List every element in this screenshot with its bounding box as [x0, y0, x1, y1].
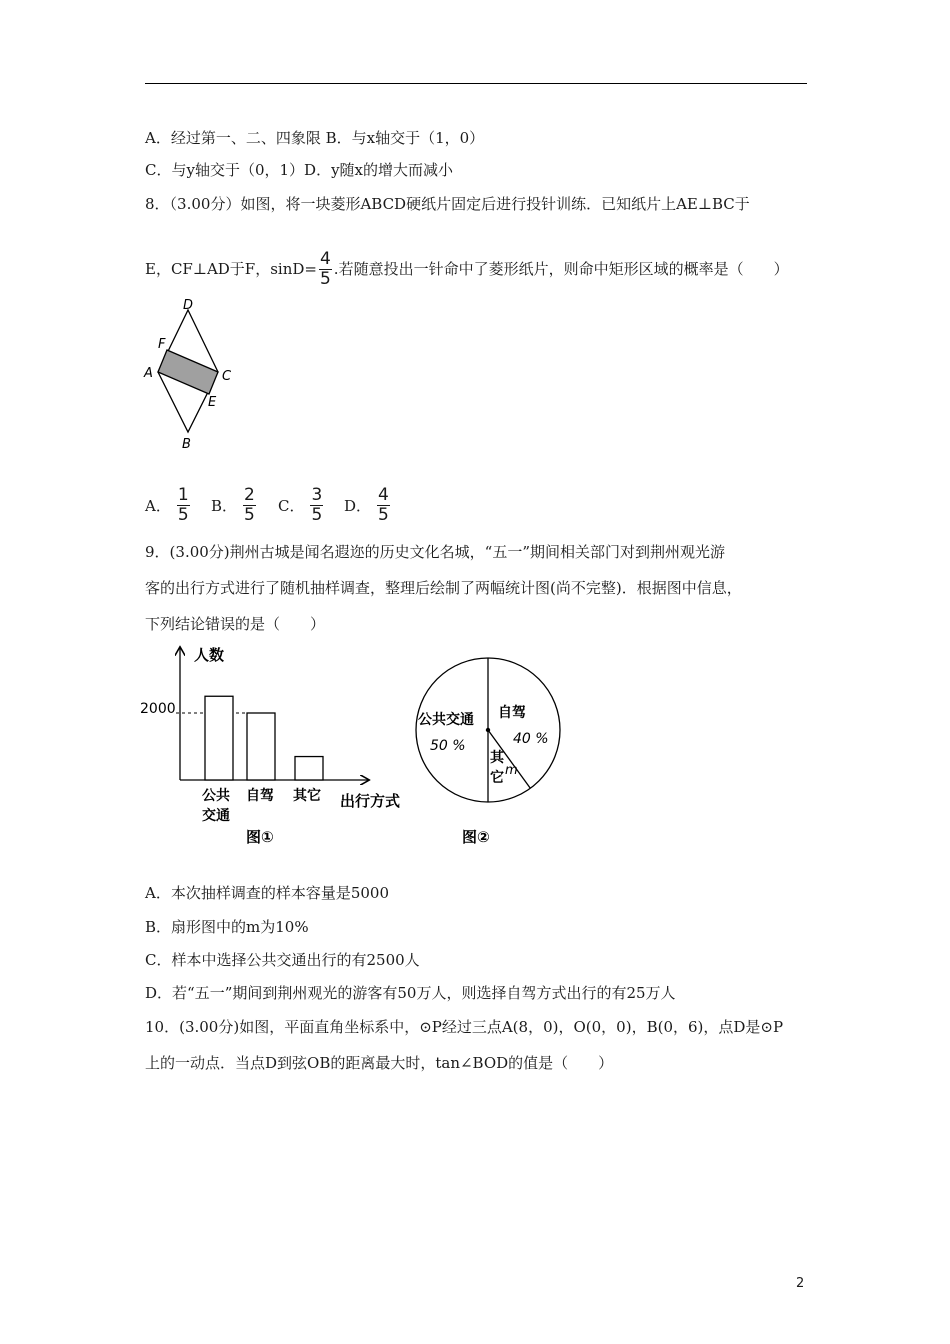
- rhombus-label-a: A: [144, 366, 153, 381]
- q8-option-d-fraction: [377, 486, 390, 525]
- pie-center-dot: [486, 728, 490, 732]
- q7-options-cd: C．与y轴交于（0，1）D．y随x的增大而减小: [145, 161, 453, 179]
- bar-ref-tick-label: 2000: [140, 701, 176, 717]
- frac-num: 3: [311, 485, 323, 505]
- q9-option-a: A．本次抽样调查的样本容量是5000: [145, 884, 390, 902]
- bar-category-label-other: 其它: [293, 788, 321, 804]
- frac-num: 4: [378, 485, 389, 505]
- bar-category-label-public-2: 交通: [202, 808, 230, 824]
- q8-stem-line2-pre: E，CF⊥AD于F，sinD=: [145, 260, 317, 278]
- frac-num: 1: [177, 485, 189, 505]
- rhombus-label-c: C: [222, 369, 232, 384]
- header-rule: [145, 83, 807, 84]
- pie-value-self: 40 %: [513, 731, 549, 747]
- rhombus-label-d: D: [183, 298, 194, 313]
- sinD-fraction: [319, 250, 332, 289]
- q8-option-c-fraction: [310, 486, 323, 525]
- bar-category-label-self: 自驾: [246, 788, 274, 804]
- q9-stem-line1: 9．(3.00分)荆州古城是闻名遐迩的历史文化名城，“五一”期间相关部门对到荆州观光游: [145, 543, 725, 561]
- q8-option-c-label: C．: [278, 497, 305, 515]
- q9-option-b: B．扇形图中的m为10%: [145, 918, 309, 936]
- rhombus-label-e: E: [208, 395, 217, 410]
- bar-x-label: 出行方式: [340, 792, 401, 810]
- frac-den: 5: [177, 505, 189, 525]
- bar-2: [295, 757, 323, 780]
- q8-option-d: [344, 486, 392, 525]
- frac-den: 5: [378, 505, 389, 525]
- sinD-numerator: 4: [319, 248, 331, 269]
- rhombus-label-f: F: [158, 337, 166, 352]
- q8-option-c: [278, 486, 325, 525]
- bar-y-label: 人数: [194, 646, 225, 664]
- q9-option-d: D．若“五一”期间到荆州观光的游客有50万人，则选择自驾方式出行的有25万人: [145, 984, 676, 1002]
- q8-option-b-label: B．: [211, 497, 238, 515]
- q9-option-c: C．样本中选择公共交通出行的有2500人: [145, 951, 420, 969]
- bar-0: [205, 696, 233, 780]
- bar-chart-caption: 图①: [246, 828, 274, 846]
- q10-stem-line2: 上的一动点．当点D到弦OB的距离最大时，tan∠BOD的值是（ ）: [145, 1054, 614, 1072]
- q8-option-a-fraction: [177, 486, 190, 525]
- rhombus-figure: [138, 292, 248, 452]
- pie-chart: [410, 650, 570, 855]
- rhombus-label-b: B: [182, 437, 191, 452]
- q8-stem-line2: [145, 247, 789, 291]
- pie-label-self: 自驾: [498, 705, 526, 721]
- q10-stem-line1: 10．(3.00分)如图，平面直角坐标系中，⊙P经过三点A(8，0)，O(0，0)，B(0，6)，点D是⊙P: [145, 1018, 784, 1036]
- q9-stem-line3: 下列结论错误的是（ ）: [145, 615, 326, 633]
- bar-category-label-public-1: 公共: [202, 788, 230, 804]
- pie-label-public: 公共交通: [418, 712, 474, 728]
- frac-den: 5: [311, 505, 323, 525]
- q8-option-b: [211, 486, 258, 525]
- q8-option-a-label: A．: [145, 497, 171, 515]
- q8-option-d-label: D．: [344, 497, 372, 515]
- bar-chart: [138, 640, 423, 855]
- pie-label-other-1: 其: [490, 750, 504, 766]
- q8-option-a: [145, 486, 192, 525]
- pie-value-other: m: [505, 763, 518, 778]
- q8-stem-line2-post: .若随意投出一针命中了菱形纸片，则命中矩形区域的概率是（ ）: [333, 260, 789, 278]
- pie-chart-caption: 图②: [462, 828, 490, 846]
- shaded-rectangle: [158, 350, 218, 394]
- page-number: 2: [796, 1276, 805, 1291]
- frac-num: 2: [244, 485, 255, 505]
- q8-stem-line1: 8．（3.00分）如图，将一块菱形ABCD硬纸片固定后进行投针训练．已知纸片上AE⊥BC于: [145, 195, 750, 213]
- bar-1: [247, 713, 275, 780]
- q8-option-b-fraction: [243, 486, 256, 525]
- pie-value-public: 50 %: [430, 738, 466, 754]
- sinD-denominator: 5: [319, 268, 331, 289]
- q9-stem-line2: 客的出行方式进行了随机抽样调查，整理后绘制了两幅统计图(尚不完整)．根据图中信息，: [145, 579, 742, 597]
- q7-options-ab: A．经过第一、二、四象限 B．与x轴交于（1，0）: [145, 129, 485, 147]
- pie-label-other-2: 它: [490, 770, 504, 786]
- frac-den: 5: [244, 505, 255, 525]
